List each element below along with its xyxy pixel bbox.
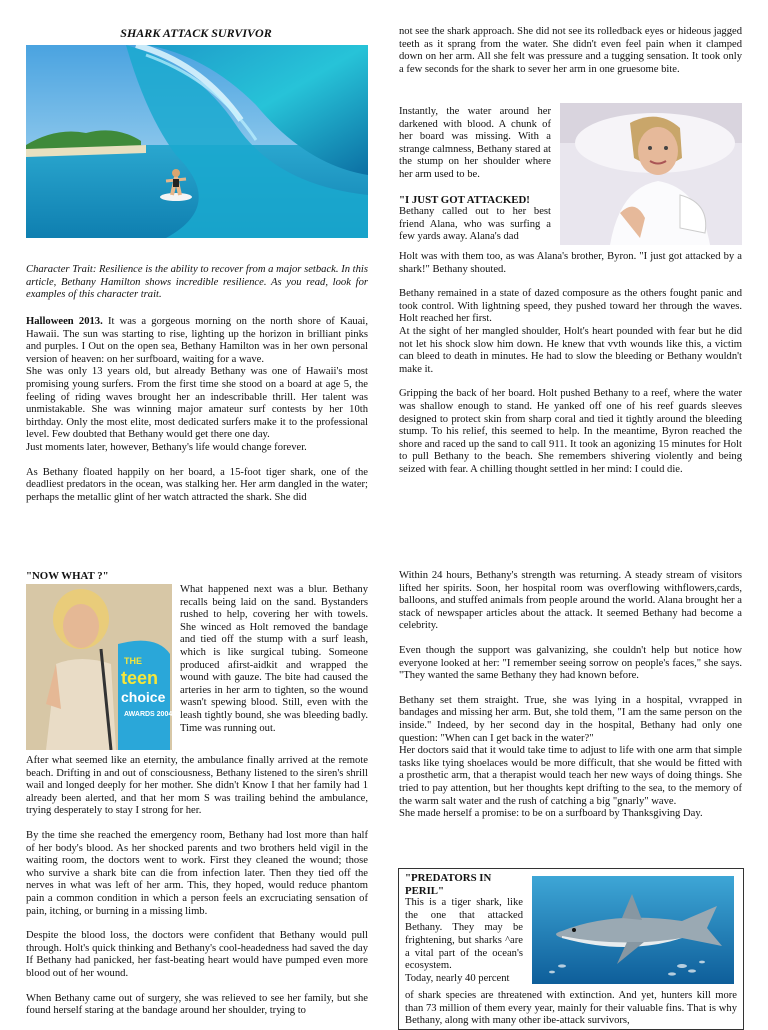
paragraph: Within 24 hours, Bethany's strength was returning. A steady stream of visitors lifted her spirits. Soon, her hospital room was overflowing withflowers,cards, balloons, and stuffed animals from people around the world. Alana brought her a stack of newspaper articles about the attack. It seemed Bethany had become a celebrity.: [399, 570, 742, 632]
sidebar-paragraph: Today, nearly 40 percent: [405, 972, 510, 984]
paragraph: By the time she reached the emergency room, Bethany had lost more than half of her body's blood. As her shocked parents and two brothers held vigil in the waiting room, the doctors went to work. First they cleaned the wound; those who survive a shark bite can die from infection later. Then they tied off the nerves in what was left of her arm. This, they hoped, would reduce phantom pain a common condition in which a person feels an excruciating sensation of pain, itching, or burning in a missing limb.: [26, 829, 368, 917]
paragraph: Instantly, the water around her darkened with blood. A chunk of her board was missing. With a strange calmness, Bethany stared at the stump on her shoulder where her arm used to be.: [399, 106, 551, 180]
sidebar-text-narrow: [405, 872, 523, 985]
paragraph: She made herself a promise: to be on a surfboard by Thanksgiving Day.: [399, 808, 703, 820]
article-title: SHARK ATTACK SURVIVOR: [120, 26, 272, 40]
paragraph: Just moments later, however, Bethany's life would change forever.: [26, 441, 307, 453]
sidebar-text-wide: [405, 990, 737, 1028]
character-trait-note: Character Trait: Resilience is the ability to recover from a major setback. In this article, Bethany Hamilton shows incredible resilience. As you read, look for examples of this character trait.: [26, 264, 368, 301]
paragraph: Even though the support was galvanizing, she couldn't help but notice how everyone looked at her: "I remember seeing sorrow on people's faces," she says. "They wanted the same Bethany they had known before.: [399, 644, 742, 682]
article-column-3-narrow: [180, 584, 368, 735]
paragraph: She was only 13 years old, but already Bethany was one of Hawaii's most promising young surfers. From the first time she stood on a board at age 5, the feeling of riding waves brought her an indescribable thrill. Her talent was unmistakable. She was winning major amateur surf contests by her 10th birthday. Only the most elite, most dedicated surfers make it to the professional level. Few doubted that Bethany would get there one day.: [26, 366, 368, 441]
sidebar-paragraph: of shark species are threatened with extinction. And yet, hunters kill more than 73 million of them every year, mainly for their valuable fins. That is why Bethany, along with many other ibe-attack survivors,: [405, 990, 737, 1027]
paragraph: Bethany remained in a state of dazed composure as the others fought panic and took control. With lightning speed, they pushed toward her through the waves. Holt reached her first.: [399, 288, 742, 325]
article-column-3-bottom: [26, 755, 368, 1018]
paragraph: Holt was with them too, as was Alana's brother, Byron. "I just got attacked by a shark!" Bethany shouted.: [399, 251, 742, 275]
intro-paragraph: Halloween 2013. It was a gorgeous morning on the north shore of Kauai, Hawaii. The sun was starting to rise, lighting up the horizon in brilliant pinks and purples. I Out on the open sea, Bethany Hamilton was in her own personal version of heaven: on her surfboard, waiting for a wave.: [26, 316, 369, 365]
article-column-2-bottom: [399, 251, 742, 477]
paragraph: Gripping the back of her board. Holt pushed Bethany to a reef, where the water was shallow enough to stand. He yanked off one of his reef guards sleeves designed to protect skin from sharp coral and tied it tightly around the bleeding stump. To his relief, this seemed to help. In the meantime, Byron reached the shore and raced up the sand to call 911. It took an agonizing 15 minutes for Holt to pull Bethany to the beach. She remembers shivering violently and being seized with fear. A chilling thought settled in her mind: I could die.: [399, 388, 742, 475]
paragraph: At the sight of her mangled shoulder, Holt's heart pounded with fear but he did not let his shock slow him down. He knew that vvth wounds like this, a victim can bleed to death in minutes. He had to slow the bleeding or Bethany wouldn't make it.: [399, 325, 742, 375]
article-column-1: [26, 316, 368, 504]
paragraph: What happened next was a blur. Bethany recalls being laid on the sand. Bystanders rushed to help, covering her with towels. She winced as Holt removed the bandage and tied off the stump with a surf leash, which is like surgical tubing. Someone produced afirst-aidkit and wrapped the wound with gauze. The bite had caused the arteries in her arm to tighten, so the wound wasn't spewing blood. Still, even with the leash tightly bound, she was bleeding badly. Time was running out.: [180, 584, 368, 734]
paragraph: Her doctors said that it would take time to adjust to life with one arm that simple tasks like tying shoelaces would be more difficult, that she would be fitted with a prosthetic arm, that a therapist would teach her new ways of doing things. She tried to pay attention, but her thoughts kept drifting to the sea, to the memory of the warm salt water and the rush of catching a big "gnarly" wave.: [399, 745, 742, 807]
paragraph: After what seemed like an eternity, the ambulance finally arrived at the remote beach. Drifting in and out of consciousness, Bethany listened to the siren's shrill wail and longed deeply for her mother. She didn't Know I that her family had 1 already been alerted, and that her mom S was trailing behind the ambulance, trying desperately to stay I strong for her.: [26, 755, 368, 817]
sidebar-paragraph: This is a tiger shark, like the one that attacked Bethany. They may be frightening, but sharks ^are a vital part of the ocean's ecosystem.: [405, 897, 523, 972]
paragraph: Bethany set them straight. True, she was lying in a hospital, vvrapped in bandages and missing her arm. But, she told them, "I am the same person on the inside." Indeed, by her second day in the hospital, Bethany had only one question: "When can I get back in the water?": [399, 694, 742, 744]
award-teen-text: teen: [121, 668, 159, 688]
award-choice-text: choice: [121, 689, 166, 705]
paragraph: Bethany called out to her best friend Alana, who was surfing a few yards away. Alana's dad: [399, 206, 551, 243]
award-year-text: AWARDS 2004: [124, 711, 172, 718]
section-heading: "I JUST GOT ATTACKED!: [399, 193, 530, 206]
section-heading: "NOW WHAT ?": [26, 570, 109, 582]
award-the-text: THE: [124, 656, 142, 666]
dateline: Halloween 2013.: [26, 316, 103, 327]
paragraph: When Bethany came out of surgery, she was relieved to see her family, but she found herself staring at the bandage around her shoulder, trying to: [26, 992, 368, 1017]
article-column-2-narrow: [399, 106, 551, 244]
article-column-4: [399, 570, 742, 821]
teen-choice-photo: [26, 584, 172, 750]
hospital-photo: [560, 103, 742, 245]
tiger-shark-image: [532, 876, 734, 984]
paragraph: Despite the blood loss, the doctors were confident that Bethany would pull through. Holt's quick thinking and Bethany's cool-headedness had saved the day If Bethany had panicked, her fast-beating heart would have pumped even more blood out of her wound.: [26, 930, 368, 979]
paragraph: not see the shark approach. She did not see its rolledback eyes or hideous jagged teeth as it sprang from the water. She didn't even feel pain when it clamped down on her arm. All she felt was pressure and a tugging sensation. It took only a few seconds for the shark to sever her arm in one gruesome bite.: [399, 26, 742, 75]
paragraph: As Bethany floated happily on her board, a 15-foot tiger shark, one of the deadliest predators in the ocean, was stalking her. Her arm dangled in the water; perhaps the metallic glint of her watch attracted the shark. She did: [26, 466, 368, 503]
surfer-wave-image: [26, 45, 368, 238]
sidebar-heading: "PREDATORS IN PERIL": [405, 872, 492, 897]
article-column-2-top: [399, 26, 742, 76]
